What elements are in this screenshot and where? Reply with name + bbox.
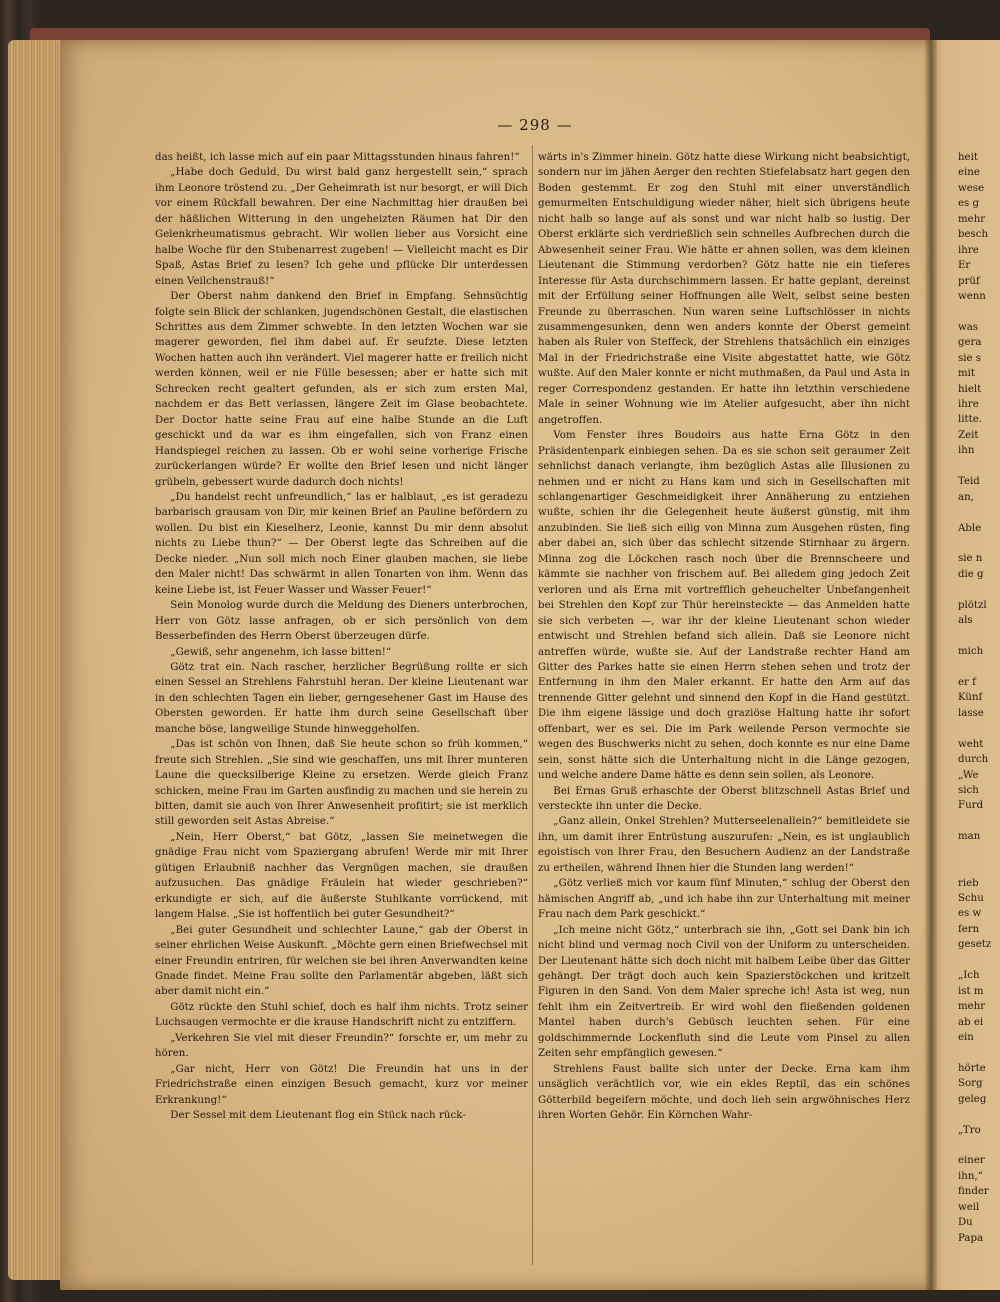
edge-line xyxy=(958,304,1000,319)
page-stack-edge xyxy=(8,40,68,1280)
edge-line: hörte xyxy=(958,1062,986,1074)
paragraph: Der Sessel mit dem Lieutenant flog ein Stück nach rück- xyxy=(170,1110,466,1122)
edge-line: gesetz xyxy=(958,939,992,951)
edge-line: sie n xyxy=(958,553,983,565)
paragraph: „Gewiß, sehr angenehm, ich lasse bitten!“ xyxy=(170,646,392,658)
edge-line xyxy=(958,536,1000,551)
edge-line: finder xyxy=(958,1186,989,1198)
edge-line: als xyxy=(958,615,973,627)
edge-line: Able xyxy=(958,522,982,534)
edge-line: weht xyxy=(958,738,984,750)
edge-line: ab ei xyxy=(958,1016,984,1028)
paragraph: „Du handelst recht unfreundlich,“ las er halblaut, „es ist geradezu barbarisch grausam von Dir, mir keinen Brief an Pauline befördern zu wollen. Du bist ein Kieselherz, Leonie, kannst Du mir denn absolut nichts zu Liebe thun?“ — Der Oberst legte das Schreiben auf die Decke nieder. „Nun soll mich noch Einer glauben machen, sie liebe den Maler nicht! Das schwärmt in allen Tonarten von ihm. Wenn das keine Liebe ist, ist Feuer Wasser und Wasser Feuer!“ xyxy=(155,491,528,596)
edge-line: sich xyxy=(958,784,979,796)
edge-line: es w xyxy=(958,908,982,920)
paragraph: „Bei guter Gesundheit und schlechter Laune,“ gab der Oberst in seiner ehrlichen Weise Auskunft. „Möchte gern einen Briefwechsel mit einer Freundin entriren, für welchen sie bei ihren Anverwandten keine Gnade findet. Meine Frau sollte den Parlamentär abgeben, läßt sich aber damit nicht ein.“ xyxy=(155,924,528,998)
paragraph: Bei Ernas Gruß erhaschte der Oberst blitzschnell Astas Brief und versteckte ihn unter die Decke. xyxy=(538,785,910,813)
edge-line: besch xyxy=(958,229,989,241)
edge-line: „Tro xyxy=(958,1124,981,1136)
edge-line: lasse xyxy=(958,707,984,719)
edge-line: sie s xyxy=(958,352,981,364)
paragraph: „Verkehren Sie viel mit dieser Freundin?“ forschte er, um mehr zu hören. xyxy=(155,1032,528,1060)
edge-line: mehr xyxy=(958,213,986,225)
paragraph: Götz rückte den Stuhl schief, doch es half ihm nichts. Trotz seiner Luchsaugen vermochte er die krause Handschrift nicht zu entziffern. xyxy=(155,1001,528,1029)
paragraph: das heißt, ich lasse mich auf ein paar Mittagsstunden hinaus fahren!“ xyxy=(155,152,520,163)
edge-line xyxy=(958,505,1000,520)
edge-line: man xyxy=(958,831,981,843)
edge-line: eine xyxy=(958,167,980,179)
edge-line: Künf xyxy=(958,692,983,704)
paragraph: „Ich meine nicht Götz,“ unterbrach sie ihn, „Gott sei Dank bin ich nicht blind und vermag noch Civil von der Uniform zu unterscheiden. Der Lieutenant hätte sich doch nicht mit halbem Leibe über das Gitter gehängt. Der trägt doch auch kein Spazierstöckchen und kritzelt Figuren in den Sand. Von dem Maler spreche ich! Asta ist weg, nun fehlt ihm ein Zeitvertreib. Er wird wohl den fließenden goldenen Mantel haben durch's Gebüsch leuchten sehen. Für eine goldschimmernde Lockenfluth sind die Leute vom Pinsel zu allen Zeiten sehr empfänglich gewesen.“ xyxy=(538,924,910,1060)
edge-line: wenn xyxy=(958,290,986,302)
book-gutter xyxy=(925,40,937,1290)
paragraph: „Götz verließ mich vor kaum fünf Minuten,“ schlug der Oberst den hämischen Angriff ab, „und ich habe ihn zur Unterhaltung mit meiner Frau nach dem Park geschickt.“ xyxy=(538,878,910,921)
edge-line: fern xyxy=(958,923,980,935)
edge-line: ihn,“ xyxy=(958,1170,983,1182)
edge-line: ist m xyxy=(958,985,984,997)
edge-line xyxy=(958,1138,1000,1153)
edge-line: mehr xyxy=(958,1001,986,1013)
edge-line: rieb xyxy=(958,877,979,889)
edge-line xyxy=(958,721,1000,736)
column-divider xyxy=(532,145,533,1265)
left-text-column xyxy=(155,150,528,1124)
edge-line xyxy=(958,860,1000,875)
edge-line: heit xyxy=(958,152,978,163)
edge-line: durch xyxy=(958,754,989,766)
paragraph: wärts in's Zimmer hinein. Götz hatte diese Wirkung nicht beabsichtigt, sondern nur im jähen Aerger den rechten Stiefelabsatz hart gegen den Boden gestemmt. Er zog den Stuhl mit einer unverständlich gemurmelten Entschuldigung wieder näher, hielt sich übrigens heute nicht halb so lange auf als sonst und war nicht halb so lustig. Der Oberst erklärte sich verdrießlich sein schnelles Aufbrechen durch die Abwesenheit seiner Frau. Wie hätte er ahnen sollen, was dem kleinen Lieutenant die Stimmung verdorben? Götz hatte nie ein tieferes Interesse für Asta durchschimmern lassen. Er hatte geplant, dereinst mit der Erfüllung seiner Hoffnungen alle Welt, selbst seine besten Freunde zu überraschen. Nun waren seine Luftschlösser in nichts zusammengesunken, denn wen anders konnte der Oberst gemeint haben als Ruler von Steffeck, der Strehlens thatsächlich ein einziges Mal in der Friedrichstraße eine Visite abgestattet hatte, wie Götz wußte. Auf den Maler konnte er nicht muthmaßen, da Paul und Asta in reger Correspondenz gestanden. Er hatte ihn letzthin verschiedene Male in seiner Wohnung wie im Atelier aufgesucht, aber ihn nicht angetroffen. xyxy=(538,152,910,426)
edge-line: er f xyxy=(958,676,976,688)
edge-line: Sorg xyxy=(958,1078,983,1090)
edge-line: ein xyxy=(958,1031,974,1043)
edge-line: gera xyxy=(958,337,982,349)
edge-line: Teid xyxy=(958,476,980,488)
paragraph: Strehlens Faust ballte sich unter der Decke. Erna kam ihm unsäglich verächtlich vor, wie ein ekles Reptil, das ein schönes Götterbild begeifern möchte, und doch lieh sein argwöhnisches Herz ihren Worten Gehör. Ein Körnchen Wahr- xyxy=(538,1063,910,1122)
edge-line xyxy=(958,1045,1000,1060)
edge-line: Du xyxy=(958,1217,973,1229)
edge-line: geleg xyxy=(958,1093,987,1105)
edge-line: es g xyxy=(958,198,980,210)
edge-line xyxy=(958,459,1000,474)
edge-line: die g xyxy=(958,568,984,580)
edge-line: an, xyxy=(958,491,974,503)
edge-line xyxy=(958,953,1000,968)
edge-line xyxy=(958,814,1000,829)
edge-line xyxy=(958,582,1000,597)
edge-line: mit xyxy=(958,368,976,380)
edge-line: Er xyxy=(958,260,971,272)
edge-line: Zeit xyxy=(958,429,979,441)
paragraph: Sein Monolog wurde durch die Meldung des Dieners unterbrochen, Herr von Götz lasse anfragen, ob er sich persönlich von dem Besserbefinden des Herrn Oberst überzeugen dürfe. xyxy=(155,600,528,643)
paragraph: „Nein, Herr Oberst,“ bat Götz, „lassen Sie meinetwegen die gnädige Frau nicht vom Spaziergang abrufen! Werde mir mit Ihrer gütigen Erlaubniß nachher das Vergnügen machen, sie draußen aufzusuchen. Das gnädige Fräulein hat wieder geschrieben?“ erkundigte er sich, auf die äußerste Stuhlkante vorrückend, mit langem Halse. „Sie ist hoffentlich bei guter Gesundheit?“ xyxy=(155,831,528,921)
right-text-column xyxy=(538,150,910,1124)
paragraph: Vom Fenster ihres Boudoirs aus hatte Erna Götz in den Präsidentenpark einbiegen sehen. Da es sie schon seit geraumer Zeit sehnlichst danach verlangte, ihm bezüglich Astas alle Illusionen zu nehmen und er nicht zu Hans kam und sich in Gesellschaften mit schlangenartiger Geschmeidigkeit ihrer Annäherung zu entziehen wußte, schien ihr die Gelegenheit heute äußerst günstig, mit ihm anzubinden. Sie ließ sich eilig von Minna zum Ausgehen rüsten, fing aber dabei an, sich über das schlecht sitzende Stirnhaar zu ärgern. Minna zog die Löckchen rasch noch über die Brennscheere und kämmte sie nachher von frischem auf. Bei alledem ging jedoch Zeit verloren und als Erna mit vortrefflich geheuchelter Unbefangenheit bei Strehlen den Kopf zur Thür hereinsteckte — das Anmelden hatte sie sich verbeten —, war ihr der kleine Lieutenant schon wieder entwischt und Strehlen befand sich allein. Daß sie Leonore nicht antreffen würde, wußte sie. Auf der Landstraße rechter Hand am Gitter des Parkes hatte sie einen Herrn stehen sehen und trotz der Entfernung in ihm den Maler erkannt. Er hatte den Arm auf das trennende Gitter gelehnt und sinnend den Kopf in die Hand gestützt. Die ihm eigene lässige und doch graziöse Haltung hatte ihr sofort offenbart, wer es sei. Die im Park weilende Person vermochte sie wegen des Buschwerks nicht zu sehen, doch konnte es nur eine Dame sein, sonst hätte sich die Unterhaltung nicht in die Länge gezogen, und welche andere Dame hätte es denn sein sollen, als Leonore. xyxy=(538,430,910,782)
edge-line: Schu xyxy=(958,893,984,904)
edge-line xyxy=(958,1107,1000,1122)
edge-line: plötzl xyxy=(958,599,987,611)
edge-line: Papa xyxy=(958,1232,984,1244)
edge-line: ihre xyxy=(958,399,979,410)
paragraph: „Gar nicht, Herr von Götz! Die Freundin hat uns in der Friedrichstraße einen einzigen Besuch gemacht, kurz vor meiner Erkrankung!“ xyxy=(155,1063,528,1106)
edge-line: wese xyxy=(958,182,985,194)
paragraph: „Habe doch Geduld, Du wirst bald ganz hergestellt sein,“ sprach ihm Leonore tröstend zu. „Der Geheimrath ist nur besorgt, er will Dich vor einem Rückfall bewahren. Der eine Nachmittag hier draußen bei der häßlichen Witterung in den ungeheizten Räumen hat Dir den Gelenkrheumatismus gebracht. Wir wollen lieber aus Vorsicht eine halbe Woche für den Stubenarrest zugeben! — Vielleicht macht es Dir Spaß, Astas Brief zu lesen? Ich gehe und pflücke Dir unterdessen einen Veilchenstrauß!“ xyxy=(155,167,528,287)
edge-line xyxy=(958,659,1000,674)
facing-page-text-fragments xyxy=(958,150,1000,1246)
paragraph: „Ganz allein, Onkel Strehlen? Mutterseelenallein?“ bemitleidete sie ihn, um damit ihrer Entrüstung auszurufen: „Nein, es ist unglaublich egoistisch von Ihrer Frau, den Besuchern Audienz an der Landstraße zu ertheilen, während Ihnen hier die Stunden lang werden!“ xyxy=(538,816,910,874)
edge-line: „Ich xyxy=(958,970,980,982)
edge-line: hielt xyxy=(958,383,982,395)
edge-line xyxy=(958,629,1000,644)
paragraph: Der Oberst nahm dankend den Brief in Empfang. Sehnsüchtig folgte sein Blick der schlanken, jugendschönen Gestalt, die elastischen Schrittes aus dem Zimmer schwebte. In den letzten Wochen war sie magerer geworden, fiel ihm dabei auf. Er seufzte. Diese letzten Wochen hatten auch ihn verändert. Viel magerer hatte er freilich nicht werden können, weil er nie Fülle besessen; aber er hatte sich mit Schrecken recht gealtert gefunden, als er sich zum ersten Mal, nachdem er das Bett verlassen, längere Zeit im Glase beobachtete. Der Doctor hatte seine Frau auf eine halbe Stunde an die Luft geschickt und da war es ihm eingefallen, sich von Franz einen Handspiegel reichen zu lassen. Ob er wohl seine vorherige Frische zurückerlangen würde? Er wollte den Brief lesen und nicht länger grübeln, gebessert wurde dadurch doch nichts! xyxy=(155,291,528,488)
edge-line: „We xyxy=(958,769,979,781)
page-number: — 298 — xyxy=(497,116,573,134)
edge-line: weil xyxy=(958,1201,980,1213)
edge-line: einer xyxy=(958,1155,985,1167)
edge-line: was xyxy=(958,321,979,333)
edge-line: Furd xyxy=(958,800,984,812)
edge-line: ihn xyxy=(958,445,975,457)
edge-line: ihre xyxy=(958,244,979,256)
edge-line: litte. xyxy=(958,414,982,426)
edge-line: prüf xyxy=(958,275,980,287)
edge-line: mich xyxy=(958,646,984,657)
paragraph: „Das ist schön von Ihnen, daß Sie heute schon so früh kommen,“ freute sich Strehlen. „Sie sind wie geschaffen, uns mit Ihrer munteren Laune die quecksilberige Kleine zu ersetzen. Werde gleich Franz schicken, meine Frau im Garten ausfindig zu machen und sie herein zu bitten, damit sie auch von Ihrer Anwesenheit profitirt; sie ist merklich still geworden seit Astas Abreise.“ xyxy=(155,739,528,828)
edge-line xyxy=(958,845,1000,860)
paragraph: Götz trat ein. Nach rascher, herzlicher Begrüßung rollte er sich einen Sessel an Strehlens Fahrstuhl heran. Der kleine Lieutenant war in den schlechten Tagen ein lieber, gerngesehener Gast im Hause des Obersten geworden. Er hatte ihm durch seine Gesellschaft über manche böse, langweilige Stunde hinweggeholfen. xyxy=(155,661,528,735)
